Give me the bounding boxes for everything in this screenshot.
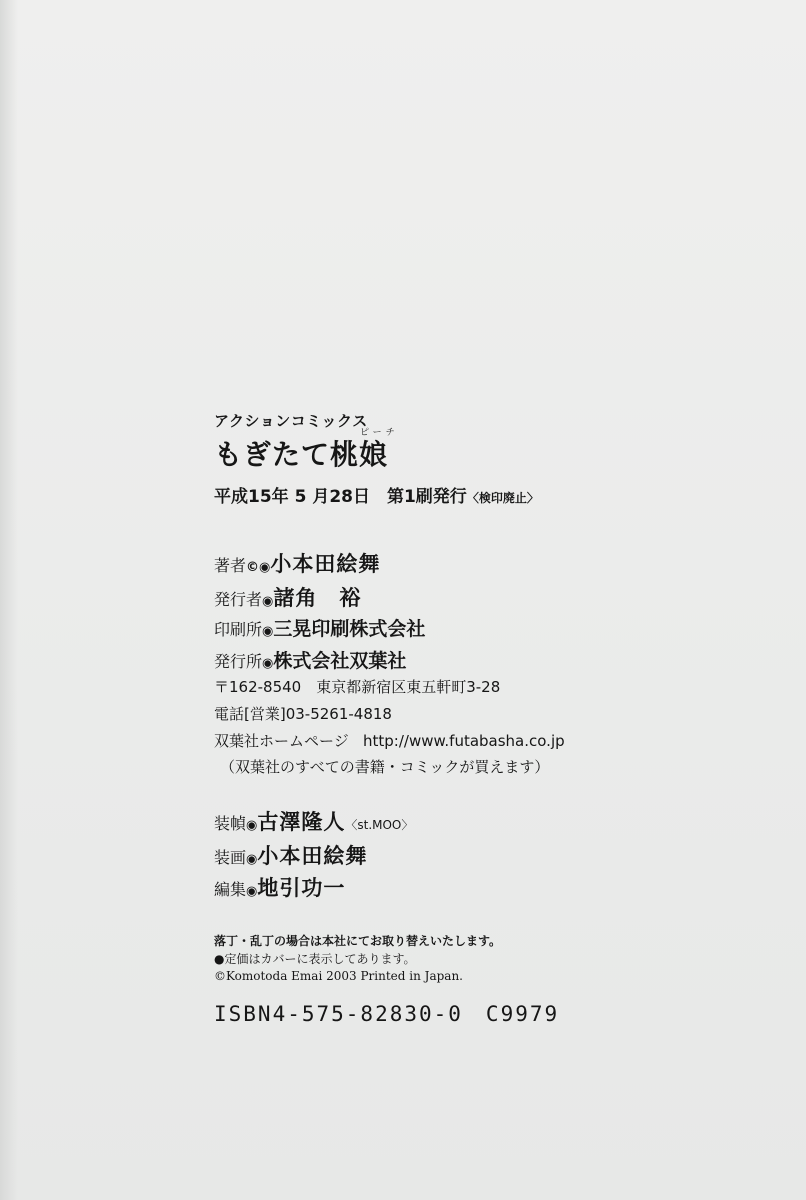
bullet-mark: ◉ (262, 624, 274, 639)
credit-printer (214, 614, 425, 641)
bullet-mark: ◉ (262, 594, 274, 609)
staff-role: 装画 (214, 848, 247, 867)
credit-name: 諸角 裕 (273, 586, 362, 610)
credit-role: 著者 (214, 556, 247, 575)
homepage-label: 双葉社ホームページ (214, 732, 349, 750)
issue-date-line (214, 482, 539, 507)
homepage-line (214, 730, 565, 751)
isbn: ISBN4-575-82830-0 C9979 (214, 1002, 560, 1026)
copyright-notice: ©Komotoda Emai 2003 Printed in Japan. (214, 969, 463, 983)
notice-replacement: 落丁・乱丁の場合は本社にてお取り替えいたします。 (214, 934, 502, 948)
staff-role: 装幀 (214, 814, 247, 833)
bullet-mark: ◉ (246, 818, 258, 833)
staff-name: 古澤隆人 (257, 810, 346, 834)
publisher-address: 〒162-8540 東京都新宿区東五軒町3-28 (214, 678, 501, 696)
book-title: もぎたて桃娘 (214, 438, 389, 471)
page-edge-shadow (0, 0, 18, 1200)
notice-price: ●定価はカバーに表示してあります。 (214, 952, 416, 966)
staff-name: 地引功一 (257, 876, 346, 900)
staff-illustration (214, 840, 367, 870)
publisher-phone: 電話[営業]03-5261-4818 (214, 705, 392, 723)
credit-role: 発行所 (214, 652, 263, 671)
title-block (214, 428, 399, 473)
homepage-note: （双葉社のすべての書籍・コミックが買えます） (220, 758, 550, 776)
seal-note: 〈検印廃止〉 (466, 491, 539, 505)
credit-publisher (214, 646, 406, 673)
title-ruby: ピーチ (360, 428, 399, 438)
homepage-url: http://www.futabasha.co.jp (363, 732, 565, 750)
staff-editor (214, 872, 345, 902)
issue-date: 平成15年 5 月28日 第1刷発行 (214, 487, 467, 507)
credit-role: 発行者 (214, 590, 263, 609)
bullet-mark: ◉ (246, 884, 258, 899)
credit-publisher-person (214, 582, 361, 612)
credit-name: 株式会社双葉社 (273, 650, 407, 672)
credit-name: 小本田絵舞 (270, 552, 381, 576)
staff-note: 〈st.MOO〉 (345, 818, 414, 832)
credit-author (214, 548, 380, 578)
credit-name: 三晃印刷株式会社 (273, 618, 426, 640)
credit-role: 印刷所 (214, 620, 263, 639)
bullet-mark: ◉ (246, 852, 258, 867)
staff-role: 編集 (214, 880, 247, 899)
series-label: アクションコミックス (214, 412, 368, 430)
staff-name: 小本田絵舞 (257, 844, 368, 868)
bullet-mark: ◉ (262, 656, 274, 671)
copyright-mark: ©◉ (246, 560, 271, 575)
staff-design (214, 806, 413, 836)
